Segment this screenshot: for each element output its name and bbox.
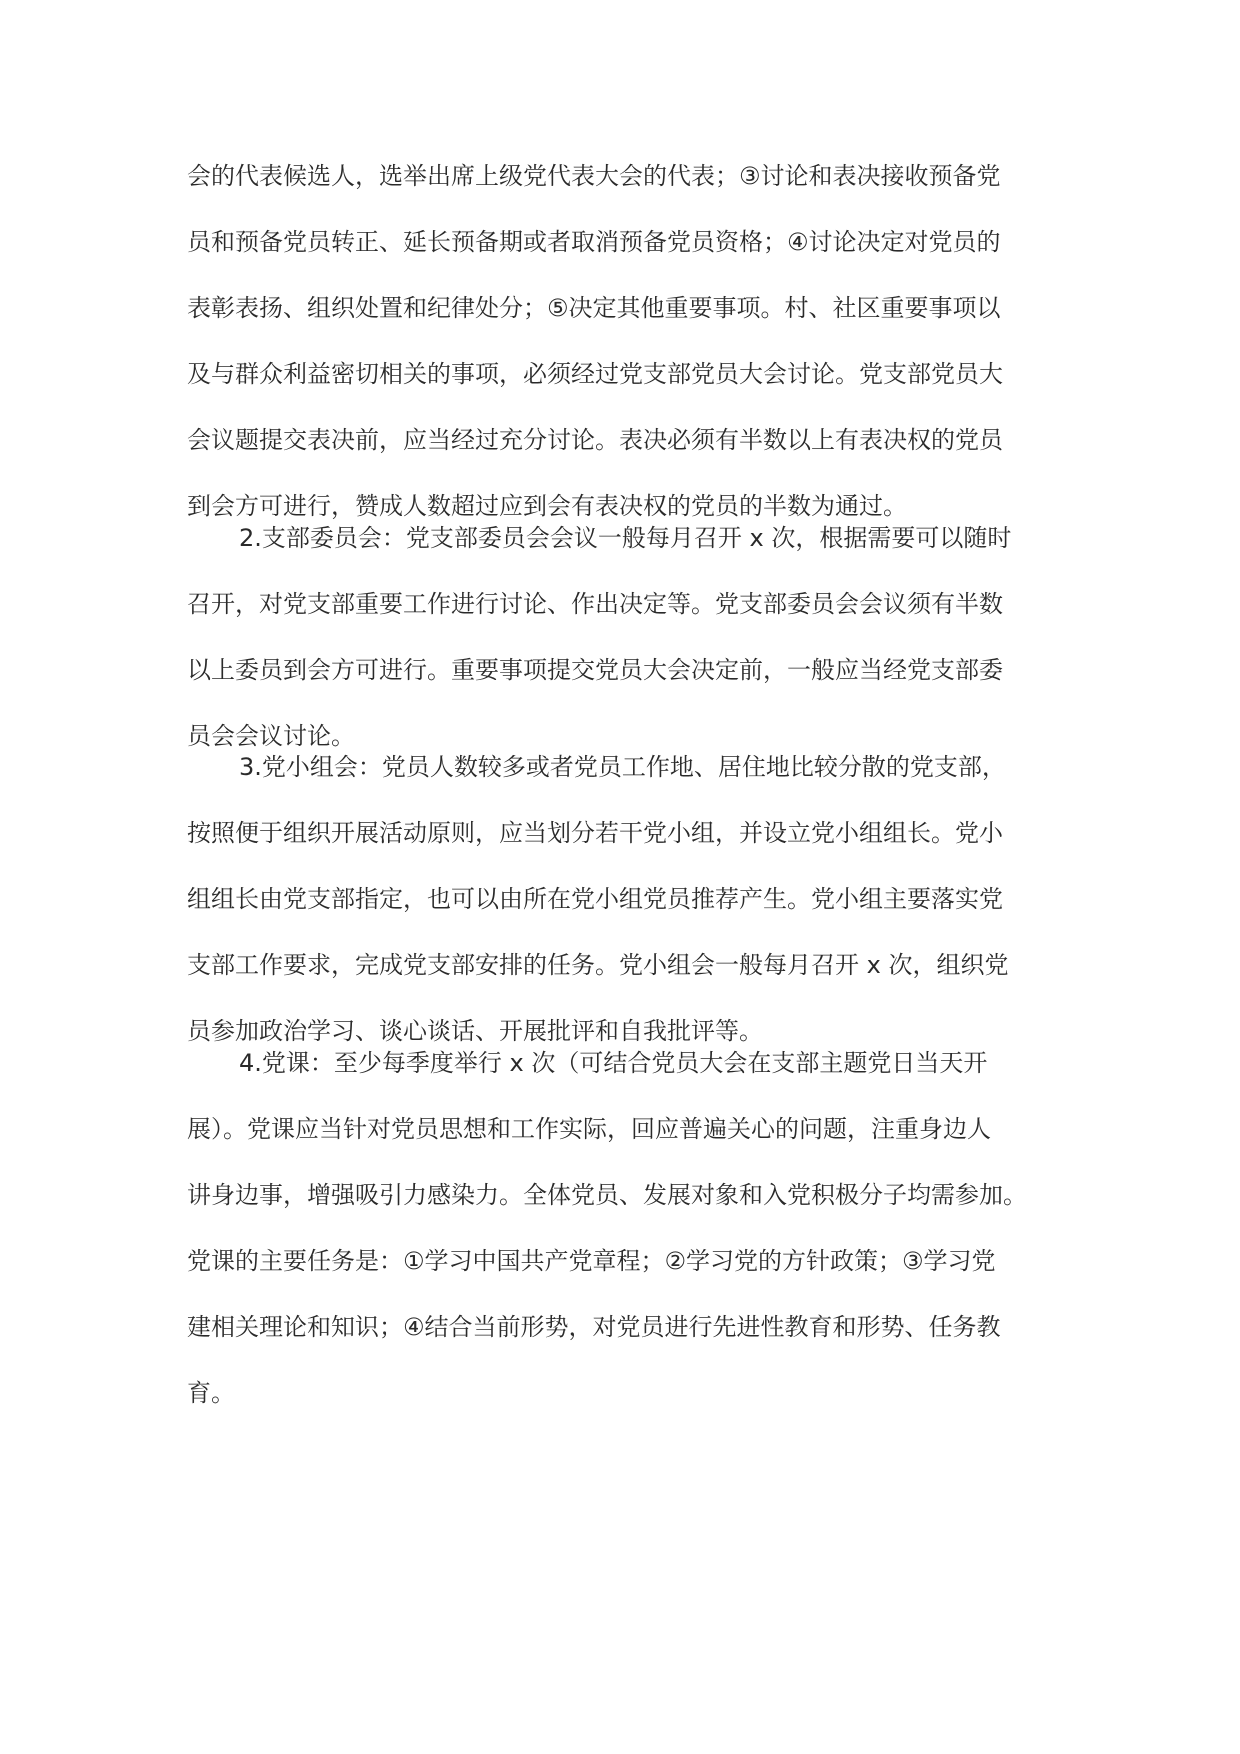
text-line: 党课的主要任务是：①学习中国共产党章程；②学习党的方针政策；③学习党 <box>187 1247 996 1275</box>
text-line: 3.党小组会：党员人数较多或者党员工作地、居住地比较分散的党支部， <box>239 753 1006 781</box>
text-line: 以上委员到会方可进行。重要事项提交党员大会决定前，一般应当经党支部委 <box>187 656 1003 684</box>
text-line: 建相关理论和知识；④结合当前形势，对党员进行先进性教育和形势、任务教 <box>187 1313 1001 1341</box>
text-line: 2.支部委员会：党支部委员会会议一般每月召开 x 次，根据需要可以随时 <box>239 524 1012 552</box>
text-line: 员和预备党员转正、延长预备期或者取消预备党员资格；④讨论决定对党员的 <box>187 228 1001 256</box>
text-line: 会的代表候选人，选举出席上级党代表大会的代表；③讨论和表决接收预备党 <box>187 162 1001 190</box>
text-line: 及与群众利益密切相关的事项，必须经过党支部党员大会讨论。党支部党员大 <box>187 360 1003 388</box>
text-line: 支部工作要求，完成党支部安排的任务。党小组会一般每月召开 x 次，组织党 <box>187 951 1009 979</box>
paragraph-party-group-meeting <box>187 734 1067 1064</box>
text-line: 4.党课：至少每季度举行 x 次（可结合党员大会在支部主题党日当天开 <box>239 1049 988 1077</box>
paragraph-meeting-continuation <box>187 143 1067 539</box>
paragraph-party-lecture <box>187 1030 1067 1426</box>
text-line: 展）。党课应当针对党员思想和工作实际，回应普遍关心的问题，注重身边人 <box>187 1115 991 1143</box>
text-line: 按照便于组织开展活动原则，应当划分若干党小组，并设立党小组组长。党小 <box>187 819 1003 847</box>
text-line: 会议题提交表决前，应当经过充分讨论。表决必须有半数以上有表决权的党员 <box>187 426 1003 454</box>
text-line: 员会会议讨论。 <box>187 722 355 750</box>
text-line: 表彰表扬、组织处置和纪律处分；⑤决定其他重要事项。村、社区重要事项以 <box>187 294 1001 322</box>
text-line: 到会方可进行，赞成人数超过应到会有表决权的党员的半数为通过。 <box>187 492 907 520</box>
text-line: 育。 <box>187 1379 235 1407</box>
text-line: 组组长由党支部指定，也可以由所在党小组党员推荐产生。党小组主要落实党 <box>187 885 1003 913</box>
text-line: 召开，对党支部重要工作进行讨论、作出决定等。党支部委员会会议须有半数 <box>187 590 1003 618</box>
text-line: 讲身边事，增强吸引力感染力。全体党员、发展对象和入党积极分子均需参加。 <box>187 1181 1027 1209</box>
text-line: 员参加政治学习、谈心谈话、开展批评和自我批评等。 <box>187 1017 763 1045</box>
paragraph-branch-committee <box>187 505 1067 769</box>
